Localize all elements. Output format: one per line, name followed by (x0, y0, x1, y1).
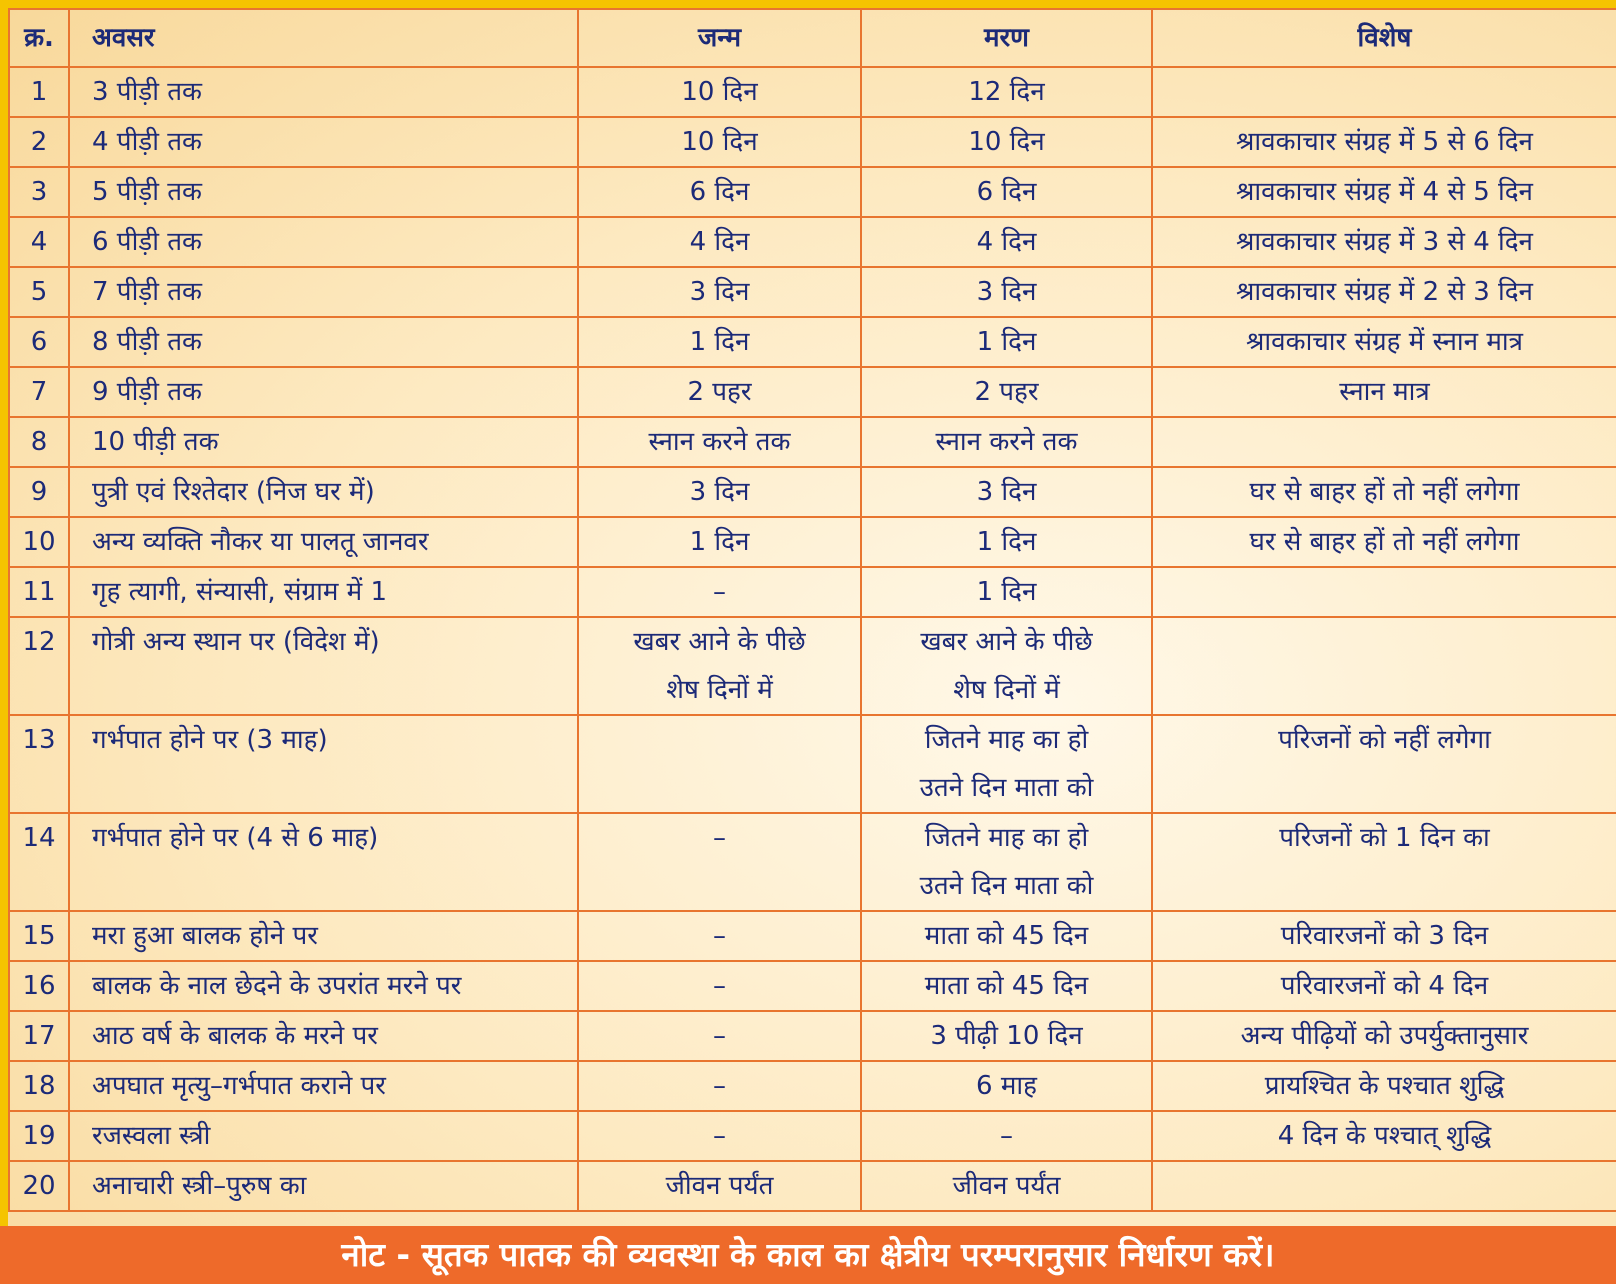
row-death-line: शेष दिनों में (953, 675, 1060, 705)
row-death-line: जीवन पर्यंत (952, 1171, 1061, 1201)
row-death-line: 6 माह (976, 1071, 1037, 1101)
row-death (861, 715, 1152, 813)
row-death-line: 6 दिन (976, 177, 1037, 207)
row-number: 11 (9, 567, 69, 617)
table-row (9, 217, 1616, 267)
row-number: 17 (9, 1011, 69, 1061)
row-special-line (1153, 764, 1616, 812)
table-row (9, 317, 1616, 367)
row-birth-line: – (713, 1071, 726, 1101)
row-special (1152, 911, 1616, 961)
row-birth-line: शेष दिनों में (666, 675, 773, 705)
row-occasion: गृह त्यागी, संन्यासी, संग्राम में 1 (69, 567, 578, 617)
row-special-line (1153, 418, 1616, 466)
row-occasion: 9 पीड़ी तक (69, 367, 578, 417)
row-special-line: प्रायश्चित के पश्चात शुद्धि (1264, 1071, 1505, 1101)
row-death (861, 267, 1152, 317)
row-death-line: 4 दिन (976, 227, 1037, 257)
row-birth (578, 367, 861, 417)
row-birth (578, 1161, 861, 1211)
row-special (1152, 617, 1616, 715)
row-birth-line: 10 दिन (681, 77, 758, 107)
row-occasion: 8 पीड़ी तक (69, 317, 578, 367)
sutak-table (8, 8, 1616, 1212)
header-death: मरण (861, 9, 1152, 67)
row-birth-line: 1 दिन (689, 527, 750, 557)
header-occasion: अवसर (69, 9, 578, 67)
table-row (9, 911, 1616, 961)
table-row (9, 1061, 1616, 1111)
table-row (9, 1011, 1616, 1061)
row-death-line: जितने माह का हो (924, 725, 1089, 755)
row-death-line: 3 पीढ़ी 10 दिन (930, 1021, 1083, 1051)
row-number: 18 (9, 1061, 69, 1111)
row-birth-line: स्नान करने तक (648, 427, 791, 457)
row-death-line: 12 दिन (968, 77, 1045, 107)
note-banner: नोट - सूतक पातक की व्यवस्था के काल का क्षेत्रीय परम्परानुसार निर्धारण करें। (0, 1226, 1616, 1284)
row-birth-line (579, 862, 860, 910)
header-row (9, 9, 1616, 67)
row-special (1152, 813, 1616, 911)
table-row (9, 367, 1616, 417)
table-row (9, 1161, 1616, 1211)
row-death-line: उतने दिन माता को (919, 773, 1094, 803)
row-occasion: 6 पीड़ी तक (69, 217, 578, 267)
row-death-line: 10 दिन (968, 127, 1045, 157)
table-row (9, 267, 1616, 317)
row-number: 12 (9, 617, 69, 715)
row-number: 14 (9, 813, 69, 911)
row-occasion: रजस्वला स्त्री (69, 1111, 578, 1161)
row-number: 16 (9, 961, 69, 1011)
row-special-line (1153, 1162, 1616, 1210)
row-birth-line: – (713, 577, 726, 607)
row-special (1152, 715, 1616, 813)
row-birth (578, 617, 861, 715)
row-death (861, 317, 1152, 367)
row-death-line: 1 दिन (976, 327, 1037, 357)
row-special-line: श्रावकाचार संग्रह में स्नान मात्र (1246, 327, 1523, 357)
row-birth-line: – (713, 823, 726, 853)
row-death (861, 467, 1152, 517)
row-occasion: गोत्री अन्य स्थान पर (विदेश में) (69, 617, 578, 715)
row-death-line: माता को 45 दिन (924, 971, 1089, 1001)
row-birth (578, 1011, 861, 1061)
row-number: 15 (9, 911, 69, 961)
row-special-line: परिजनों को 1 दिन का (1279, 823, 1490, 853)
row-birth (578, 911, 861, 961)
row-special-line: अन्य पीढ़ियों को उपर्युक्तानुसार (1240, 1021, 1529, 1051)
row-occasion: 5 पीड़ी तक (69, 167, 578, 217)
row-death (861, 813, 1152, 911)
row-death (861, 617, 1152, 715)
row-birth-line: – (713, 1021, 726, 1051)
row-death (861, 67, 1152, 117)
table-row (9, 617, 1616, 715)
row-occasion: 7 पीड़ी तक (69, 267, 578, 317)
row-birth-line: 1 दिन (689, 327, 750, 357)
row-birth (578, 715, 861, 813)
row-death (861, 217, 1152, 267)
row-death (861, 1061, 1152, 1111)
row-special (1152, 417, 1616, 467)
row-birth-line (579, 764, 860, 812)
row-special (1152, 117, 1616, 167)
row-birth (578, 517, 861, 567)
row-death (861, 1111, 1152, 1161)
table-row (9, 813, 1616, 911)
row-death-line: जितने माह का हो (924, 823, 1089, 853)
table-row (9, 117, 1616, 167)
table-row (9, 1111, 1616, 1161)
table-row (9, 715, 1616, 813)
table-row (9, 467, 1616, 517)
row-special-line: परिवारजनों को 4 दिन (1280, 971, 1489, 1001)
row-number: 1 (9, 67, 69, 117)
row-special (1152, 467, 1616, 517)
row-special-line (1153, 568, 1616, 616)
row-number: 19 (9, 1111, 69, 1161)
row-birth (578, 1111, 861, 1161)
header-special: विशेष (1152, 9, 1616, 67)
row-number: 4 (9, 217, 69, 267)
row-birth-line: 4 दिन (689, 227, 750, 257)
row-occasion: अपघात मृत्यु–गर्भपात कराने पर (69, 1061, 578, 1111)
row-death (861, 167, 1152, 217)
row-occasion: 4 पीड़ी तक (69, 117, 578, 167)
row-birth-line: जीवन पर्यंत (665, 1171, 774, 1201)
row-occasion: 3 पीड़ी तक (69, 67, 578, 117)
row-death-line: स्नान करने तक (935, 427, 1078, 457)
row-special (1152, 517, 1616, 567)
row-number: 8 (9, 417, 69, 467)
row-special-line: श्रावकाचार संग्रह में 2 से 3 दिन (1236, 277, 1533, 307)
row-occasion: गर्भपात होने पर (3 माह) (69, 715, 578, 813)
table-row (9, 167, 1616, 217)
row-number: 10 (9, 517, 69, 567)
row-birth (578, 567, 861, 617)
table-row (9, 517, 1616, 567)
row-death (861, 117, 1152, 167)
table-row (9, 567, 1616, 617)
row-birth (578, 467, 861, 517)
row-death-line: 3 दिन (976, 277, 1037, 307)
row-birth (578, 961, 861, 1011)
row-death (861, 417, 1152, 467)
row-death (861, 367, 1152, 417)
row-number: 6 (9, 317, 69, 367)
row-occasion: आठ वर्ष के बालक के मरने पर (69, 1011, 578, 1061)
table-row (9, 67, 1616, 117)
row-death-line: 1 दिन (976, 577, 1037, 607)
row-number: 9 (9, 467, 69, 517)
row-birth (578, 317, 861, 367)
table-row (9, 417, 1616, 467)
row-number: 3 (9, 167, 69, 217)
row-birth-line: 3 दिन (689, 477, 750, 507)
row-birth-line (579, 716, 860, 764)
row-special (1152, 167, 1616, 217)
header-birth: जन्म (578, 9, 861, 67)
row-birth-line: 10 दिन (681, 127, 758, 157)
row-death-line: 1 दिन (976, 527, 1037, 557)
row-special-line: परिवारजनों को 3 दिन (1280, 921, 1489, 951)
row-special (1152, 317, 1616, 367)
row-occasion: मरा हुआ बालक होने पर (69, 911, 578, 961)
row-special-line: श्रावकाचार संग्रह में 4 से 5 दिन (1236, 177, 1533, 207)
row-birth-line: – (713, 971, 726, 1001)
row-occasion: अनाचारी स्त्री–पुरुष का (69, 1161, 578, 1211)
row-occasion: 10 पीड़ी तक (69, 417, 578, 467)
row-number: 20 (9, 1161, 69, 1211)
row-special (1152, 961, 1616, 1011)
row-special-line (1153, 862, 1616, 910)
row-special (1152, 1111, 1616, 1161)
row-birth (578, 267, 861, 317)
row-birth (578, 167, 861, 217)
row-special-line: 4 दिन के पश्चात् शुद्धि (1277, 1121, 1492, 1151)
row-special (1152, 1161, 1616, 1211)
row-special-line (1153, 618, 1616, 666)
row-occasion: अन्य व्यक्ति नौकर या पालतू जानवर (69, 517, 578, 567)
row-death-line: उतने दिन माता को (919, 871, 1094, 901)
row-death (861, 961, 1152, 1011)
row-death (861, 517, 1152, 567)
row-death-line: खबर आने के पीछे (920, 627, 1093, 657)
row-birth-line: – (713, 1121, 726, 1151)
row-number: 2 (9, 117, 69, 167)
row-death-line: 3 दिन (976, 477, 1037, 507)
table-body (9, 67, 1616, 1211)
row-birth (578, 1061, 861, 1111)
row-special (1152, 1011, 1616, 1061)
row-special (1152, 1061, 1616, 1111)
row-death-line: – (1000, 1121, 1013, 1151)
row-death (861, 1161, 1152, 1211)
row-birth (578, 813, 861, 911)
row-number: 7 (9, 367, 69, 417)
row-special (1152, 267, 1616, 317)
row-occasion: बालक के नाल छेदने के उपरांत मरने पर (69, 961, 578, 1011)
row-birth-line: 2 पहर (687, 377, 752, 407)
row-birth-line: 6 दिन (689, 177, 750, 207)
header-num: क्र. (9, 9, 69, 67)
row-special-line: श्रावकाचार संग्रह में 5 से 6 दिन (1236, 127, 1533, 157)
row-birth (578, 117, 861, 167)
row-occasion: गर्भपात होने पर (4 से 6 माह) (69, 813, 578, 911)
row-special-line (1153, 68, 1616, 116)
row-death (861, 911, 1152, 961)
row-special-line: घर से बाहर हों तो नहीं लगेगा (1249, 527, 1520, 557)
row-number: 5 (9, 267, 69, 317)
row-special-line: घर से बाहर हों तो नहीं लगेगा (1249, 477, 1520, 507)
row-number: 13 (9, 715, 69, 813)
row-birth-line: – (713, 921, 726, 951)
row-birth-line: 3 दिन (689, 277, 750, 307)
row-special-line: स्नान मात्र (1339, 377, 1430, 407)
row-death (861, 1011, 1152, 1061)
row-death (861, 567, 1152, 617)
row-special-line: श्रावकाचार संग्रह में 3 से 4 दिन (1236, 227, 1533, 257)
row-special (1152, 367, 1616, 417)
row-special (1152, 67, 1616, 117)
row-death-line: 2 पहर (974, 377, 1039, 407)
row-special-line: परिजनों को नहीं लगेगा (1278, 725, 1491, 755)
row-birth (578, 417, 861, 467)
row-special-line (1153, 666, 1616, 714)
row-birth (578, 67, 861, 117)
row-birth (578, 217, 861, 267)
row-special (1152, 567, 1616, 617)
row-occasion: पुत्री एवं रिश्तेदार (निज घर में) (69, 467, 578, 517)
row-death-line: माता को 45 दिन (924, 921, 1089, 951)
row-birth-line: खबर आने के पीछे (633, 627, 806, 657)
table-row (9, 961, 1616, 1011)
row-special (1152, 217, 1616, 267)
